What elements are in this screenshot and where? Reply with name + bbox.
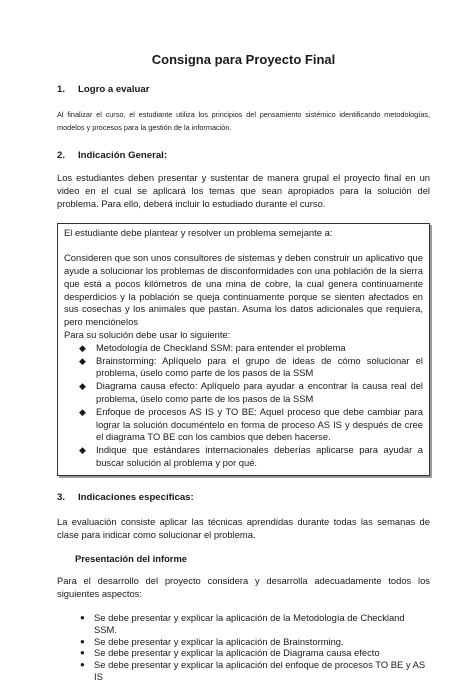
list-item (76, 355, 423, 381)
dot-bullet-icon: ● (80, 648, 85, 658)
section-1-title: Logro a evaluar (78, 84, 150, 95)
document-title: Consigna para Proyecto Final (151, 52, 336, 67)
list-item (80, 647, 430, 659)
list-item (76, 444, 423, 470)
section-1-heading (57, 84, 430, 95)
dot-bullet-icon: ● (80, 660, 85, 670)
dot-bullet-icon: ● (80, 612, 85, 622)
section-2-body: Los estudiantes deben presentar y sustentar de manera grupal el proyecto final en un video en el cual se aplicará los temas que sean apropiados para la solución del problema. Para ello, deberá incluir lo estudiado durante el curso. (57, 172, 430, 209)
list-item-text: Enfoque de procesos AS IS y TO BE: Aquel proceso que debe cambiar para lograr la solución documéntelo en forma de proceso AS IS y después de cree el diagrama TO BE con los cambios que deben hacerse. (96, 405, 423, 443)
section-1-number: 1. (57, 84, 66, 95)
diamond-bullet-icon: ◆ (79, 406, 86, 417)
list-item-text: Metodología de Checkland SSM: para entender el problema (96, 341, 346, 353)
section-2-number: 2. (57, 150, 66, 161)
list-item (76, 342, 423, 355)
list-item (80, 636, 430, 648)
problem-tools-list (64, 342, 423, 470)
list-item-text: Se debe presentar y explicar la aplicación de la Metodología de Checkland SSM. (94, 611, 405, 635)
problem-box (57, 223, 430, 475)
diamond-bullet-icon: ◆ (79, 445, 86, 456)
report-lead: Para el desarrollo del proyecto considera y desarrolla adecuadamente todos los siguientes aspectos: (57, 575, 430, 600)
dot-bullet-icon: ● (80, 636, 85, 646)
section-3-number: 3. (57, 491, 66, 503)
section-2-title: Indicación General: (78, 150, 168, 161)
diamond-bullet-icon: ◆ (79, 355, 86, 366)
list-item-text: Diagrama causa efecto: Aplíquelo para ayudar a encontrar la causa real del problema, úselo como parte de los pasos de la SSM (96, 380, 423, 404)
section-3-title: Indicaciones específicas: (78, 491, 194, 503)
list-item-text: Brainstorming: Aplíquelo para el grupo de ideas de cómo solucionar el problema, úselo como parte de los pasos de la SSM (96, 354, 423, 379)
list-item-text: Se debe presentar y explicar la aplicación del enfoque de procesos TO BE y AS IS (94, 659, 426, 682)
list-item (76, 380, 423, 406)
diamond-bullet-icon: ◆ (79, 381, 86, 392)
diamond-bullet-icon: ◆ (79, 342, 86, 353)
list-item (80, 612, 430, 636)
report-aspects-list (57, 612, 430, 683)
section-1-body: Al finalizar el curso, el estudiante utiliza los principios del pensamiento sistémico identificando metodologías, modelos y procesos para la gestión de la información. (57, 110, 430, 132)
section-3-heading (57, 492, 430, 503)
list-item-text: Se debe presentar y explicar la aplicación de Brainstorming. (94, 635, 344, 647)
problem-lead: Para su solución debe usar lo siguiente: (64, 328, 231, 340)
problem-case: Consideren que son unos consultores de sistemas y deben construir un aplicativo que ayude a solucionar los problemas de disconformidades con una población de la sierra que está a pocos kilómetros de una mina de cobre, la cual genera continuamente desperdicios y la población se queja continuamente porque se sienten afectados en sus cosechas y los animales que pastan. Asuma los datos adicionales que requiera, pero menciónelos (64, 252, 423, 328)
list-item (76, 406, 423, 444)
problem-intro: El estudiante debe plantear y resolver un problema semejante a: (64, 227, 333, 239)
report-subheading: Presentación del informe (75, 553, 188, 565)
section-2-heading (57, 150, 430, 161)
list-item (80, 659, 430, 683)
list-item-text: Indique que estándares internacionales deberías aplicarse para ayudar a buscar solución al problema y por qué. (96, 444, 423, 468)
section-3-body: La evaluación consiste aplicar las técnicas aprendidas durante todas las semanas de clase para indicar como solucionar el problema. (57, 515, 430, 540)
list-item-text: Se debe presentar y explicar la aplicación de Diagrama causa efecto (94, 647, 380, 659)
